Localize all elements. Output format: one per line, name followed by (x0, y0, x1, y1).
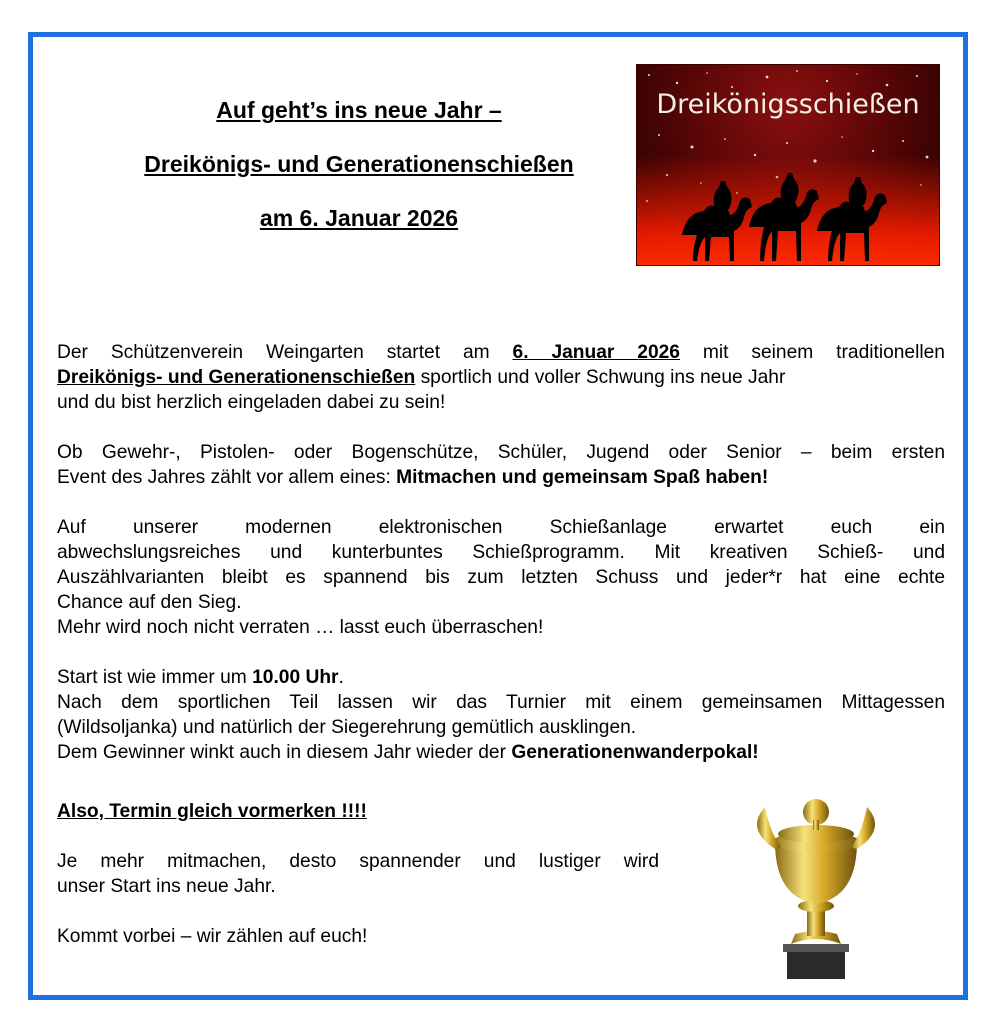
text-fragment: mit seinem traditionellen (702, 342, 945, 363)
event-date: 6. Januar 2026 (512, 342, 680, 363)
text-fragment: Der Schützenverein Weingarten startet am (57, 342, 490, 363)
paragraph-3-line-3: Auszählvarianten bleibt es spannend bis zum letzten Schuss und jeder*r hat eine echte (57, 567, 945, 588)
banner-title: Dreikönigsschießen (656, 89, 920, 120)
start-time: 10.00 Uhr (252, 667, 339, 688)
camel-silhouettes-icon (637, 65, 939, 265)
paragraph-3-line-5: Mehr wird noch nicht verraten … lasst euch überraschen! (57, 617, 544, 638)
paragraph-2-line-2 (57, 465, 945, 490)
heading-line-2: Dreikönigs- und Generationenschießen (144, 151, 574, 177)
page-frame (28, 32, 968, 1000)
heading-line-1: Auf geht’s ins neue Jahr – (216, 97, 502, 123)
paragraph-3-line-2: abwechslungsreiches und kunterbuntes Schießprogramm. Mit kreativen Schieß- und (57, 542, 945, 563)
reminder-text: Also, Termin gleich vormerken !!!! (57, 801, 367, 822)
paragraph-3-line-4: Chance auf den Sieg. (57, 592, 242, 613)
paragraph-4-line-4 (57, 740, 945, 765)
three-kings-banner-image (636, 64, 940, 266)
invitation-body (57, 340, 945, 765)
trophy-name: Generationenwanderpokal! (511, 742, 759, 763)
closing-line-3: Kommt vorbei – wir zählen auf euch! (57, 926, 368, 947)
text-fragment: Event des Jahres zählt vor allem eines: (57, 467, 391, 488)
paragraph-1-line-2 (57, 365, 945, 390)
event-name: Dreikönigs- und Generationenschießen (57, 367, 416, 388)
paragraph-2-line-1: Ob Gewehr-, Pistolen- oder Bogenschütze, Schüler, Jugend oder Senior – beim ersten (57, 442, 945, 463)
paragraph-4-line-3: (Wildsoljanka) und natürlich der Siegerehrung gemütlich ausklingen. (57, 717, 637, 738)
paragraph-1-line-3: und du bist herzlich eingeladen dabei zu sein! (57, 392, 446, 413)
paragraph-4-line-1: Start ist wie immer um 10.00 Uhr. (57, 667, 344, 688)
paragraph-1-line-1 (57, 340, 945, 365)
closing-line-2: unser Start ins neue Jahr. (57, 876, 276, 897)
closing-text (57, 849, 659, 949)
paragraph-4-line-2: Nach dem sportlichen Teil lassen wir das Turnier mit einem gemeinsamen Mittagessen (57, 692, 945, 713)
paragraph-3-line-1: Auf unserer modernen elektronischen Schießanlage erwartet euch ein (57, 517, 945, 538)
trophy-icon (735, 794, 895, 979)
text-fragment: Start ist wie immer um (57, 667, 247, 688)
heading-line-3: am 6. Januar 2026 (259, 205, 459, 231)
text-fragment: sportlich und voller Schwung ins neue Jahr (420, 367, 786, 388)
text-fragment: Dem Gewinner winkt auch in diesem Jahr wieder der (57, 742, 506, 763)
highlight-text: Mitmachen und gemeinsam Spaß haben! (396, 467, 769, 488)
closing-line-1: Je mehr mitmachen, desto spannender und lustiger wird (57, 851, 659, 872)
